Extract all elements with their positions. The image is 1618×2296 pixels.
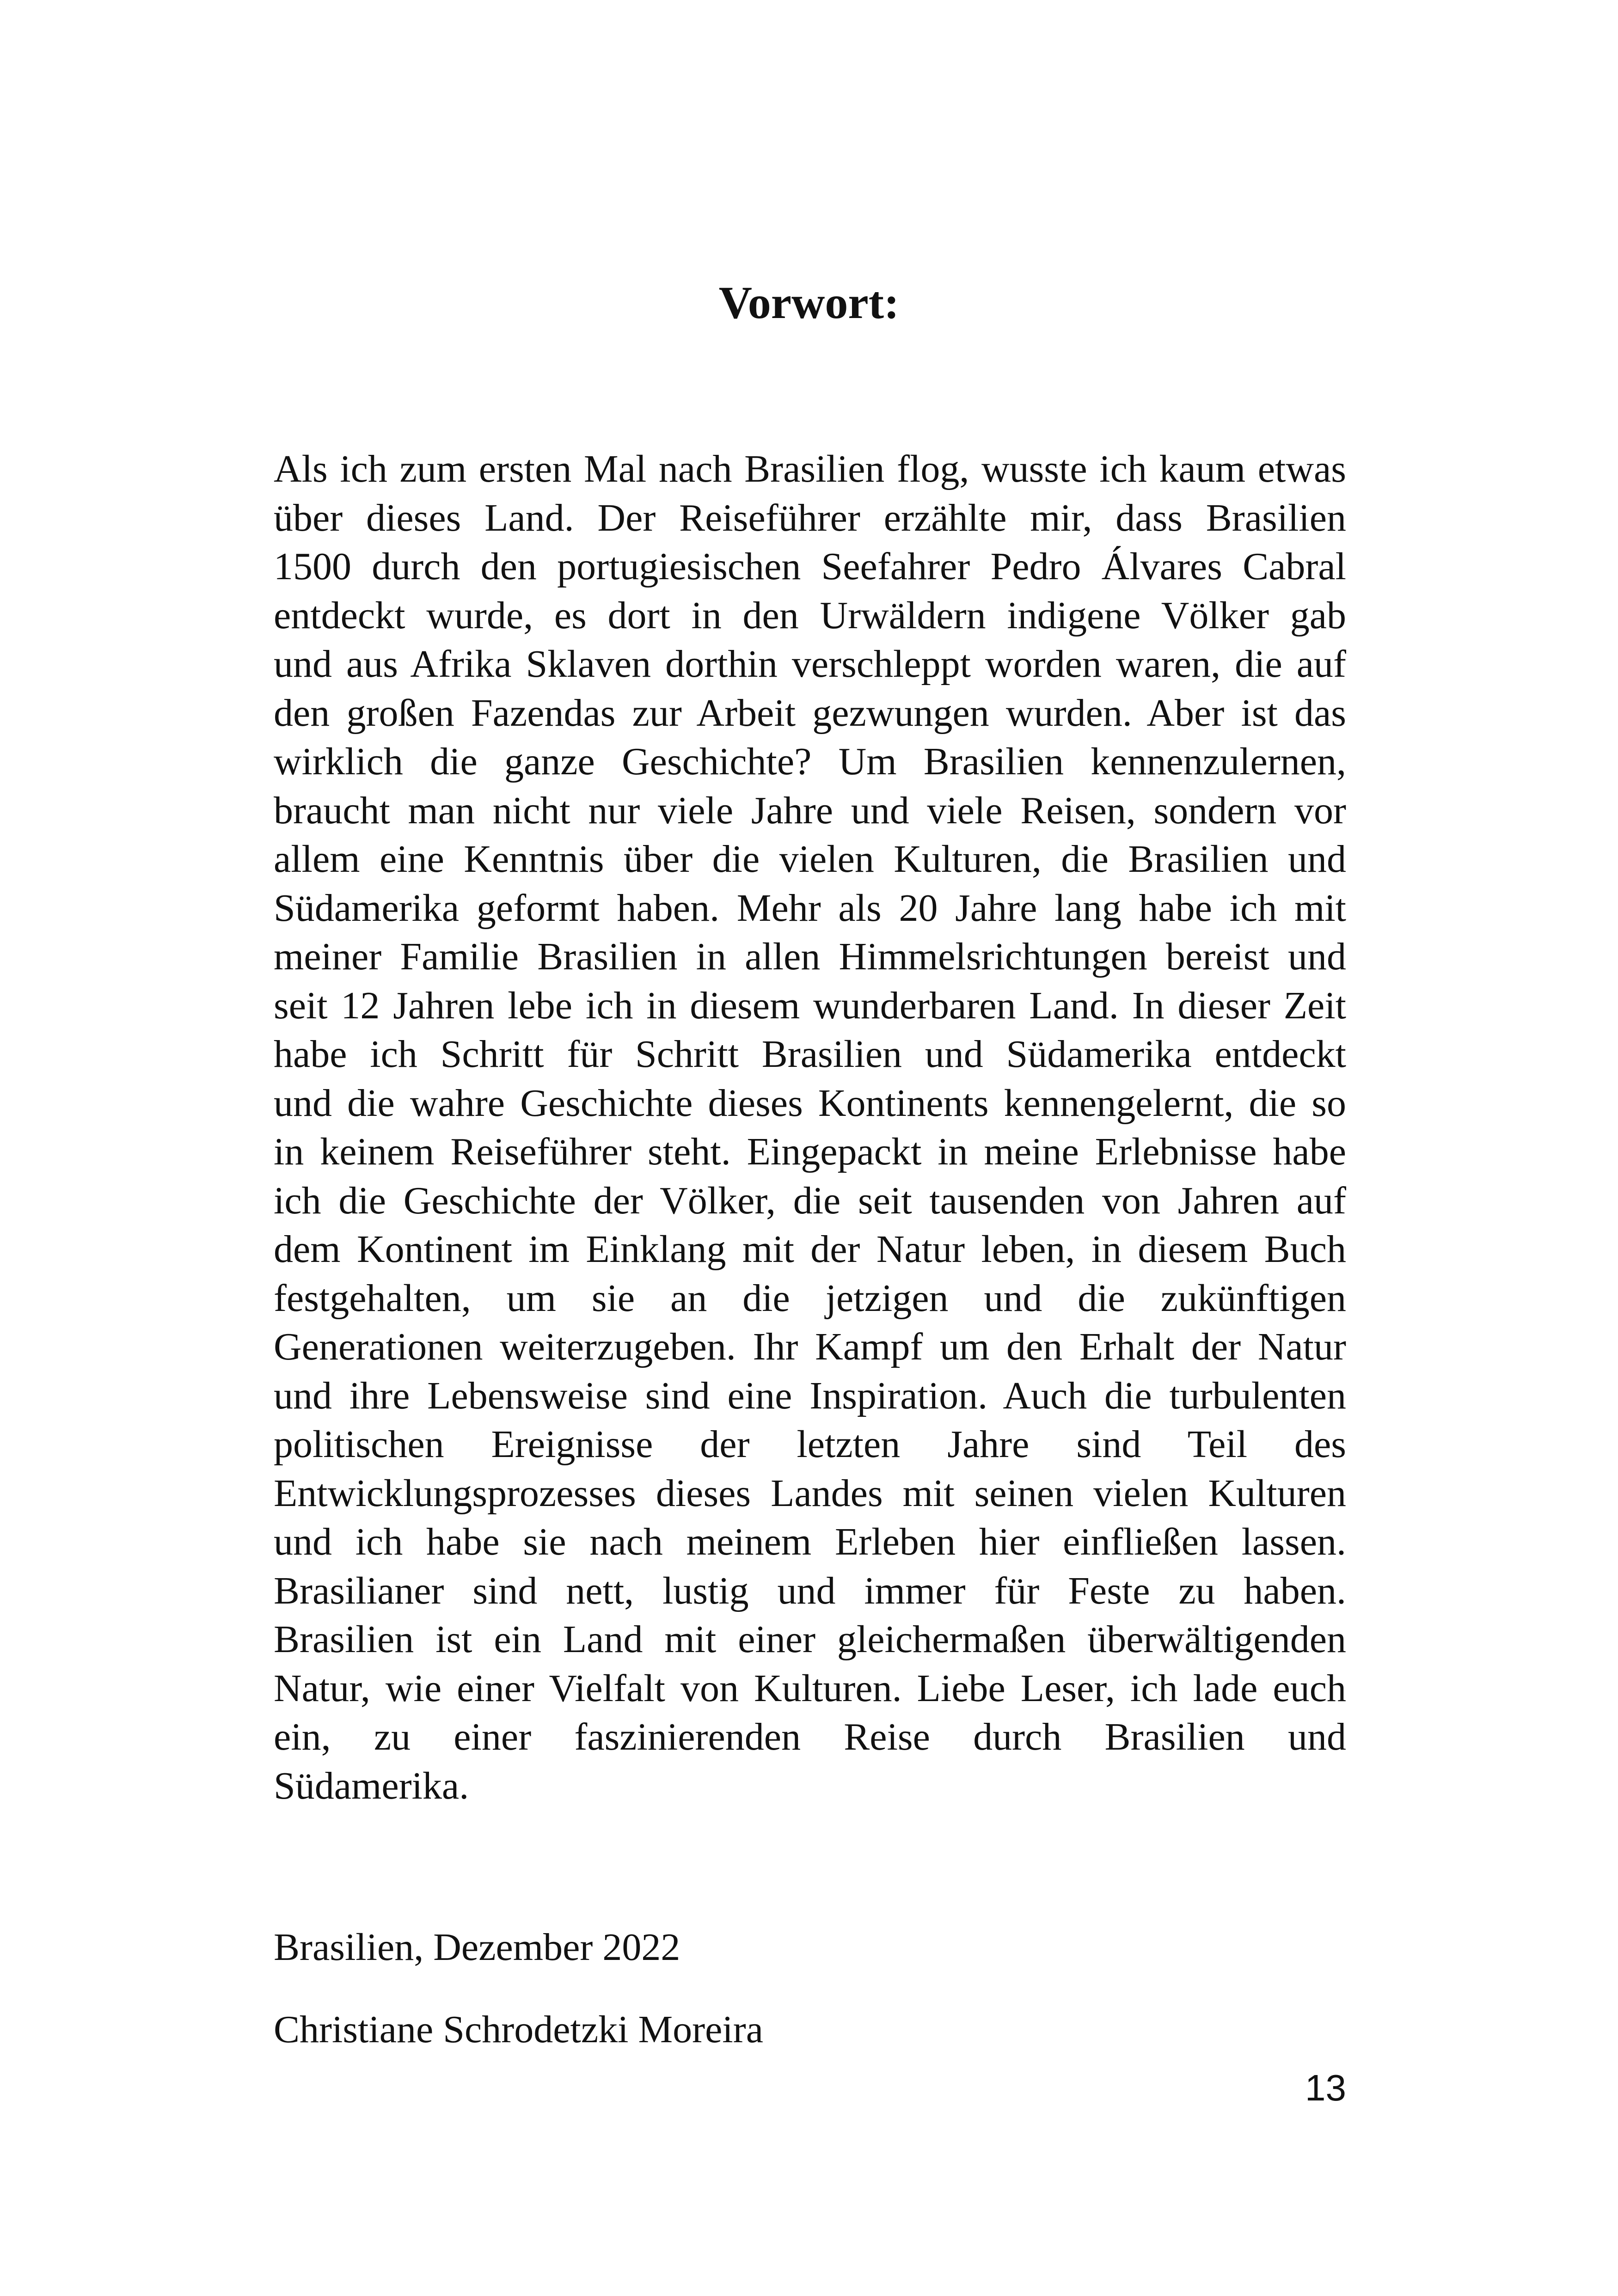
body-line: den großen Fazendas zur Arbeit gezwungen wurden. Aber ist das bbox=[274, 691, 1346, 735]
body-line: ich die Geschichte der Völker, die seit tausenden von Jahren auf bbox=[274, 1179, 1346, 1222]
page-number: 13 bbox=[1305, 2067, 1346, 2108]
body-line: und aus Afrika Sklaven dorthin verschleppt worden waren, die auf bbox=[274, 643, 1346, 686]
body-line: festgehalten, um sie an die jetzigen und die zukünftigen bbox=[274, 1276, 1346, 1320]
body-line: Generationen weiterzugeben. Ihr Kampf um den Erhalt der Natur bbox=[274, 1325, 1346, 1368]
body-line: Natur, wie einer Vielfalt von Kulturen. Liebe Leser, ich lade euch bbox=[274, 1666, 1346, 1710]
foreword-body bbox=[274, 445, 1346, 1810]
body-line: und ihre Lebensweise sind eine Inspiration. Auch die turbulenten bbox=[274, 1374, 1346, 1417]
body-line: Südamerika geformt haben. Mehr als 20 Jahre lang habe ich mit bbox=[274, 886, 1346, 930]
body-line: wirklich die ganze Geschichte? Um Brasilien kennenzulernen, bbox=[274, 740, 1346, 783]
body-line: 1500 durch den portugiesischen Seefahrer Pedro Álvares Cabral bbox=[274, 545, 1346, 588]
body-line: allem eine Kenntnis über die vielen Kulturen, die Brasilien und bbox=[274, 838, 1346, 881]
body-line: meiner Familie Brasilien in allen Himmelsrichtungen bereist und bbox=[274, 935, 1346, 978]
body-line: habe ich Schritt für Schritt Brasilien und Südamerika entdeckt bbox=[274, 1033, 1346, 1076]
body-line: entdeckt wurde, es dort in den Urwäldern indigene Völker gab bbox=[274, 594, 1346, 637]
body-line: Brasilianer sind nett, lustig und immer für Feste zu haben. bbox=[274, 1569, 1346, 1612]
body-line: seit 12 Jahren lebe ich in diesem wunderbaren Land. In dieser Zeit bbox=[274, 984, 1346, 1027]
body-line: über dieses Land. Der Reiseführer erzählte mir, dass Brasilien bbox=[274, 496, 1346, 539]
body-line: in keinem Reiseführer steht. Eingepackt in meine Erlebnisse habe bbox=[274, 1130, 1346, 1173]
body-line: Brasilien ist ein Land mit einer gleichermaßen überwältigenden bbox=[274, 1618, 1346, 1661]
page-title: Vorwort: bbox=[718, 277, 900, 328]
body-line: politischen Ereignisse der letzten Jahre sind Teil des bbox=[274, 1423, 1346, 1466]
author-name: Christiane Schrodetzki Moreira bbox=[274, 2008, 764, 2051]
body-line: dem Kontinent im Einklang mit der Natur leben, in diesem Buch bbox=[274, 1228, 1346, 1271]
body-line: Entwicklungsprozesses dieses Landes mit seinen vielen Kulturen bbox=[274, 1471, 1346, 1515]
body-line: braucht man nicht nur viele Jahre und viele Reisen, sondern vor bbox=[274, 789, 1346, 832]
body-line: und die wahre Geschichte dieses Kontinents kennengelernt, die so bbox=[274, 1081, 1346, 1125]
body-line: Als ich zum ersten Mal nach Brasilien flog, wusste ich kaum etwas bbox=[274, 447, 1346, 490]
body-line: Südamerika. bbox=[274, 1764, 469, 1807]
body-line: ein, zu einer faszinierenden Reise durch Brasilien und bbox=[274, 1715, 1346, 1758]
place-date-line: Brasilien, Dezember 2022 bbox=[274, 1926, 680, 1969]
body-line: und ich habe sie nach meinem Erleben hier einfließen lassen. bbox=[274, 1520, 1346, 1563]
